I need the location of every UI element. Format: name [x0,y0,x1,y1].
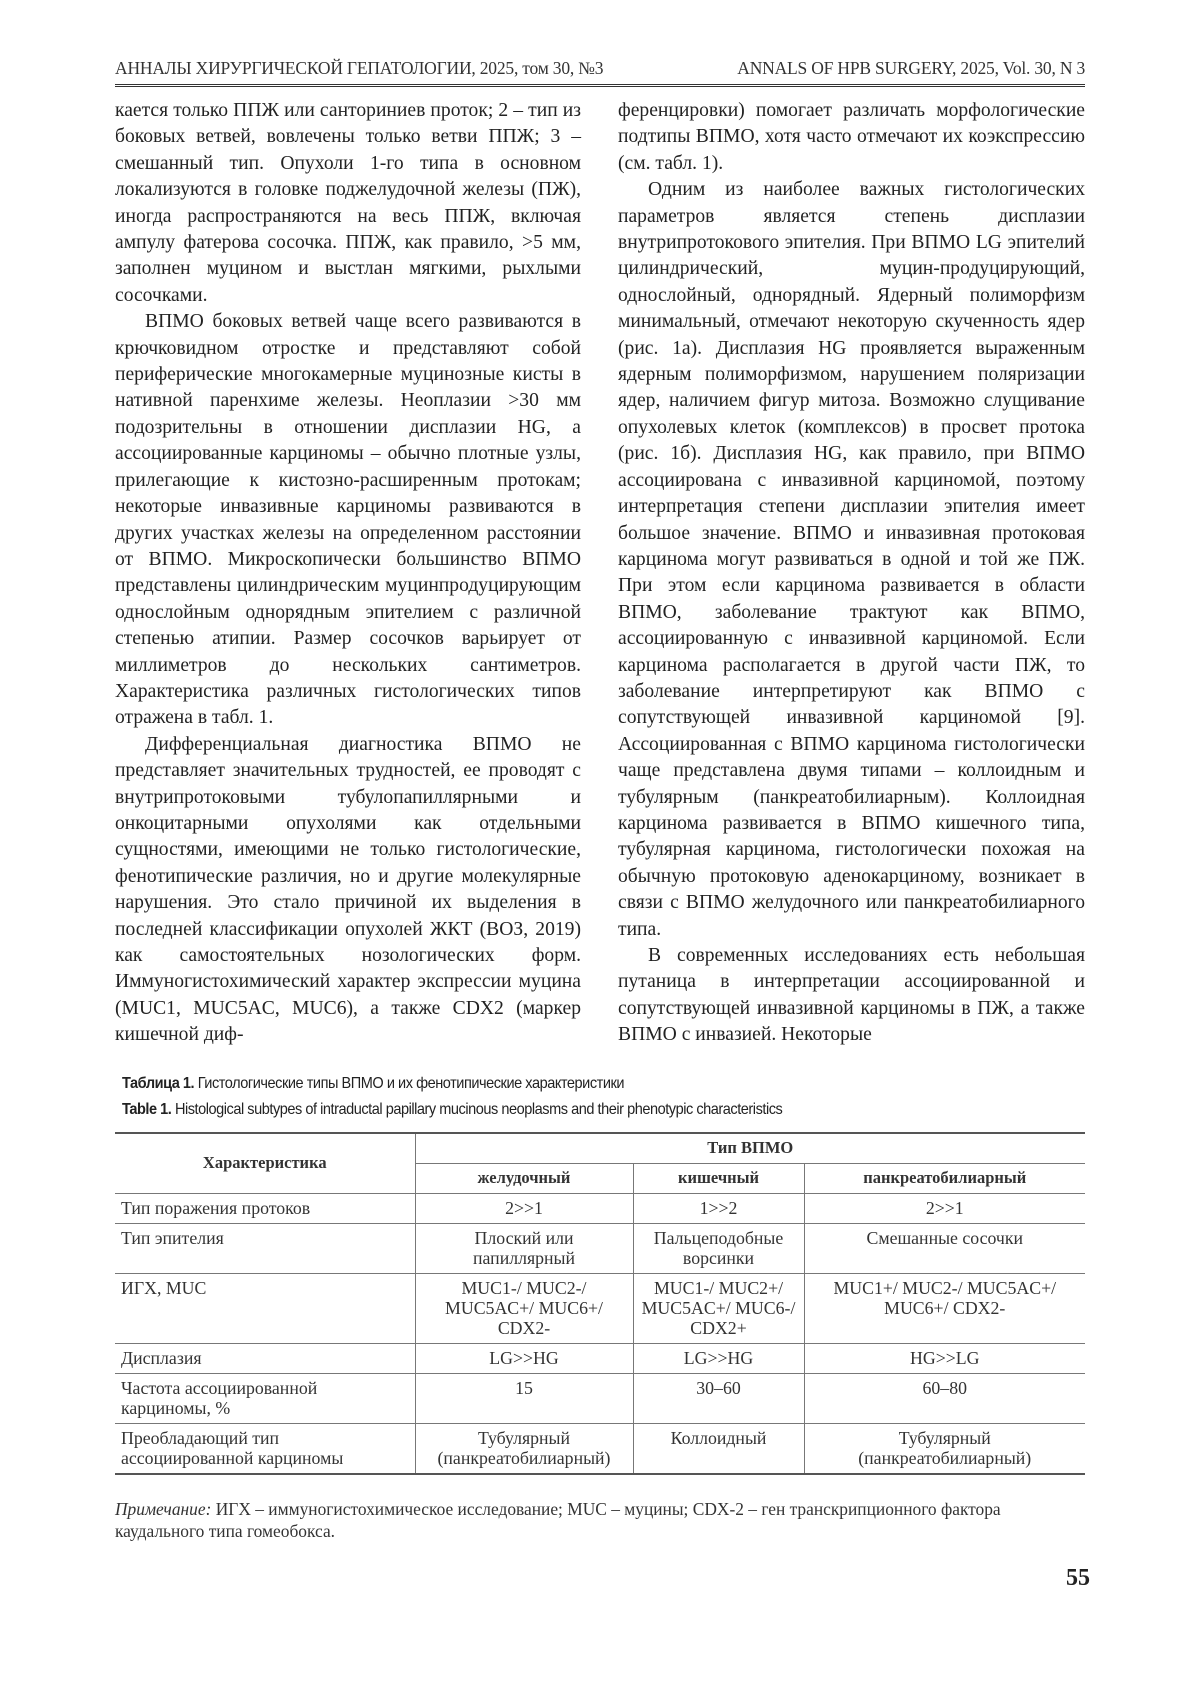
running-head [115,58,1085,87]
cell-pancreatobiliary: Тубулярный (панкреатобилиарный) [804,1424,1085,1475]
cell-intestinal: MUC1-/ MUC2+/ MUC5AC+/ MUC6-/ CDX2+ [633,1274,804,1344]
header-intestinal: кишечный [633,1164,804,1194]
cell-gastric: LG>>HG [415,1344,633,1374]
table-caption-label: Table 1. [122,1101,172,1118]
cell-intestinal: Пальцеподобные ворсинки [633,1224,804,1274]
table-caption-en [122,1101,782,1119]
cell-gastric: MUC1-/ MUC2-/ MUC5AC+/ MUC6+/ CDX2- [415,1274,633,1344]
row-label: Дисплазия [115,1344,415,1374]
cell-intestinal: 30–60 [633,1374,804,1424]
cell-gastric: Плоский или папиллярный [415,1224,633,1274]
row-label: ИГХ, MUC [115,1274,415,1344]
paragraph: кается только ППЖ или санториниев проток; 2 – тип из боковых ветвей, вовлечены только ветви ППЖ; 3 – смешанный тип. Опухоли 1-го типа в основном локализуются в головке поджелудочной железы (ПЖ), иногда распространяются на весь ППЖ, включая ампулу фатерова сосочка. ППЖ, как правило, >5 мм, заполнен муцином и выстлан мягкими, рыхлыми сосочками. [115,100,581,306]
journal-title-ru: АННАЛЫ ХИРУРГИЧЕСКОЙ ГЕПАТОЛОГИИ, 2025, том 30, №3 [115,58,604,78]
row-label: Преобладающий тип ассоциированной карциномы [115,1424,415,1475]
cell-intestinal: 1>>2 [633,1194,804,1224]
cell-intestinal: LG>>HG [633,1344,804,1374]
ipmn-subtypes-table [115,1132,1085,1475]
row-label: Тип эпителия [115,1224,415,1274]
paragraph: ВПМО боковых ветвей чаще всего развиваются в крючковидном отростке и представляют собой периферические многокамерные муцинозные кисты в нативной паренхиме железы. Неоплазии >30 мм подозрительны в отношении дисплазии HG, а ассоциированные карциномы – обычно плотные узлы, прилегающие к кистозно-расширенным протокам; некоторые инвазивные карциномы развиваются в других участках железы на определенном расстоянии от ВПМО. Микроскопически большинство ВПМО представлены цилиндрическим муцинпродуцирующим однослойным однорядным эпителием с различной степенью атипии. Размер сосочков варьирует от миллиметров до нескольких сантиметров. Характеристика различных гистологических типов отражена в табл. 1. [115,311,581,729]
cell-gastric: 2>>1 [415,1194,633,1224]
table-caption-label: Таблица 1. [122,1075,195,1092]
cell-pancreatobiliary: HG>>LG [804,1344,1085,1374]
paragraph: Одним из наиболее важных гистологических параметров является степень дисплазии внутрипротокового эпителия. При ВПМО LG эпителий цилиндрический, муцин-продуцирующий, однослойный, однорядный. Ядерный полиморфизм минимальный, отмечают некоторую скученность ядер (рис. 1а). Дисплазия HG проявляется выраженным ядерным полиморфизмом, нарушением поляризации ядер, наличием фигур митоза. Возможно слущивание опухолевых клеток (комплексов) в просвет протока (рис. 1б). Дисплазия HG, как правило, при ВПМО ассоциирована с инвазивной карциномой, поэтому интерпретация степени дисплазии эпителия имеет большое значение. ВПМО и инвазивная протоковая карцинома могут развиваться в одной и той же ПЖ. При этом если карцинома развивается в области ВПМО, заболевание трактуют как ВПМО, ассоциированную с инвазивной карциномой. Если карцинома располагается в другой части ПЖ, то заболевание интерпретируют как ВПМО с сопутствующей инвазивной карциномой [9]. Ассоциированная с ВПМО карцинома гистологически чаще представлена двумя типами – коллоидным и тубулярным (панкреатобилиарным). Коллоидная карцинома развивается в ВПМО кишечного типа, тубулярная карцинома, гистологически похожая на обычную протоковую аденокарциному, возникает в связи с ВПМО желудочного или панкреатобилиарного типа. [618,179,1085,940]
cell-pancreatobiliary: Смешанные сосочки [804,1224,1085,1274]
header-pancreatobiliary: панкреатобилиарный [804,1164,1085,1194]
table-row [115,1374,1085,1424]
page-number: 55 [1066,1565,1090,1591]
table-row [115,1344,1085,1374]
paragraph: ференцировки) помогает различать морфологические подтипы ВПМО, хотя часто отмечают их коэкспрессию (см. табл. 1). [618,100,1085,174]
table-caption-text: Histological subtypes of intraductal papillary mucinous neoplasms and their phenotypic characteristics [171,1101,783,1118]
table-row [115,1274,1085,1344]
paragraph: В современных исследованиях есть небольшая путаница в интерпретации ассоциированной и сопутствующей инвазивной карциномы в ПЖ, а также ВПМО с инвазией. Некоторые [618,945,1085,1046]
cell-pancreatobiliary: 60–80 [804,1374,1085,1424]
left-column [115,98,581,1049]
header-ipmn-type: Тип ВПМО [415,1133,1085,1164]
cell-pancreatobiliary: MUC1+/ MUC2-/ MUC5AC+/ MUC6+/ CDX2- [804,1274,1085,1344]
row-label: Тип поражения протоков [115,1194,415,1224]
table-row [115,1224,1085,1274]
table-caption-text: Гистологические типы ВПМО и их фенотипические характеристики [194,1075,625,1092]
table-note-label: Примечание: [115,1499,212,1519]
header-gastric: желудочный [415,1164,633,1194]
right-column [618,98,1085,1049]
cell-intestinal: Коллоидный [633,1424,804,1475]
header-characteristic: Характеристика [115,1133,415,1194]
cell-gastric: 15 [415,1374,633,1424]
cell-gastric: Тубулярный (панкреатобилиарный) [415,1424,633,1475]
row-label: Частота ассоциированной карциномы, % [115,1374,415,1424]
cell-pancreatobiliary: 2>>1 [804,1194,1085,1224]
table-note-text: ИГХ – иммуногистохимическое исследование; MUC – муцины; CDX-2 – ген транскрипционного фактора каудального типа гомеобокса. [115,1499,1001,1541]
paragraph: Дифференциальная диагностика ВПМО не представляет значительных трудностей, ее проводят с внутрипротоковыми тубулопапиллярными и онкоцитарными опухолями как отдельными сущностями, имеющими не только гистологические, фенотипические различия, но и другие молекулярные нарушения. Это стало причиной их выделения в последней классификации опухолей ЖКТ (ВОЗ, 2019) как самостоятельных нозологических форм. Иммуногистохимический характер экспрессии муцина (MUC1, MUC5AC, MUC6), а также CDX2 (маркер кишечной диф- [115,733,581,1046]
journal-title-en: ANNALS OF HPB SURGERY, 2025, Vol. 30, N 3 [737,58,1085,78]
table-header-row [115,1133,1085,1164]
table-note [115,1498,1090,1542]
table-caption-ru [122,1075,624,1093]
table-row [115,1194,1085,1224]
table-row [115,1424,1085,1475]
